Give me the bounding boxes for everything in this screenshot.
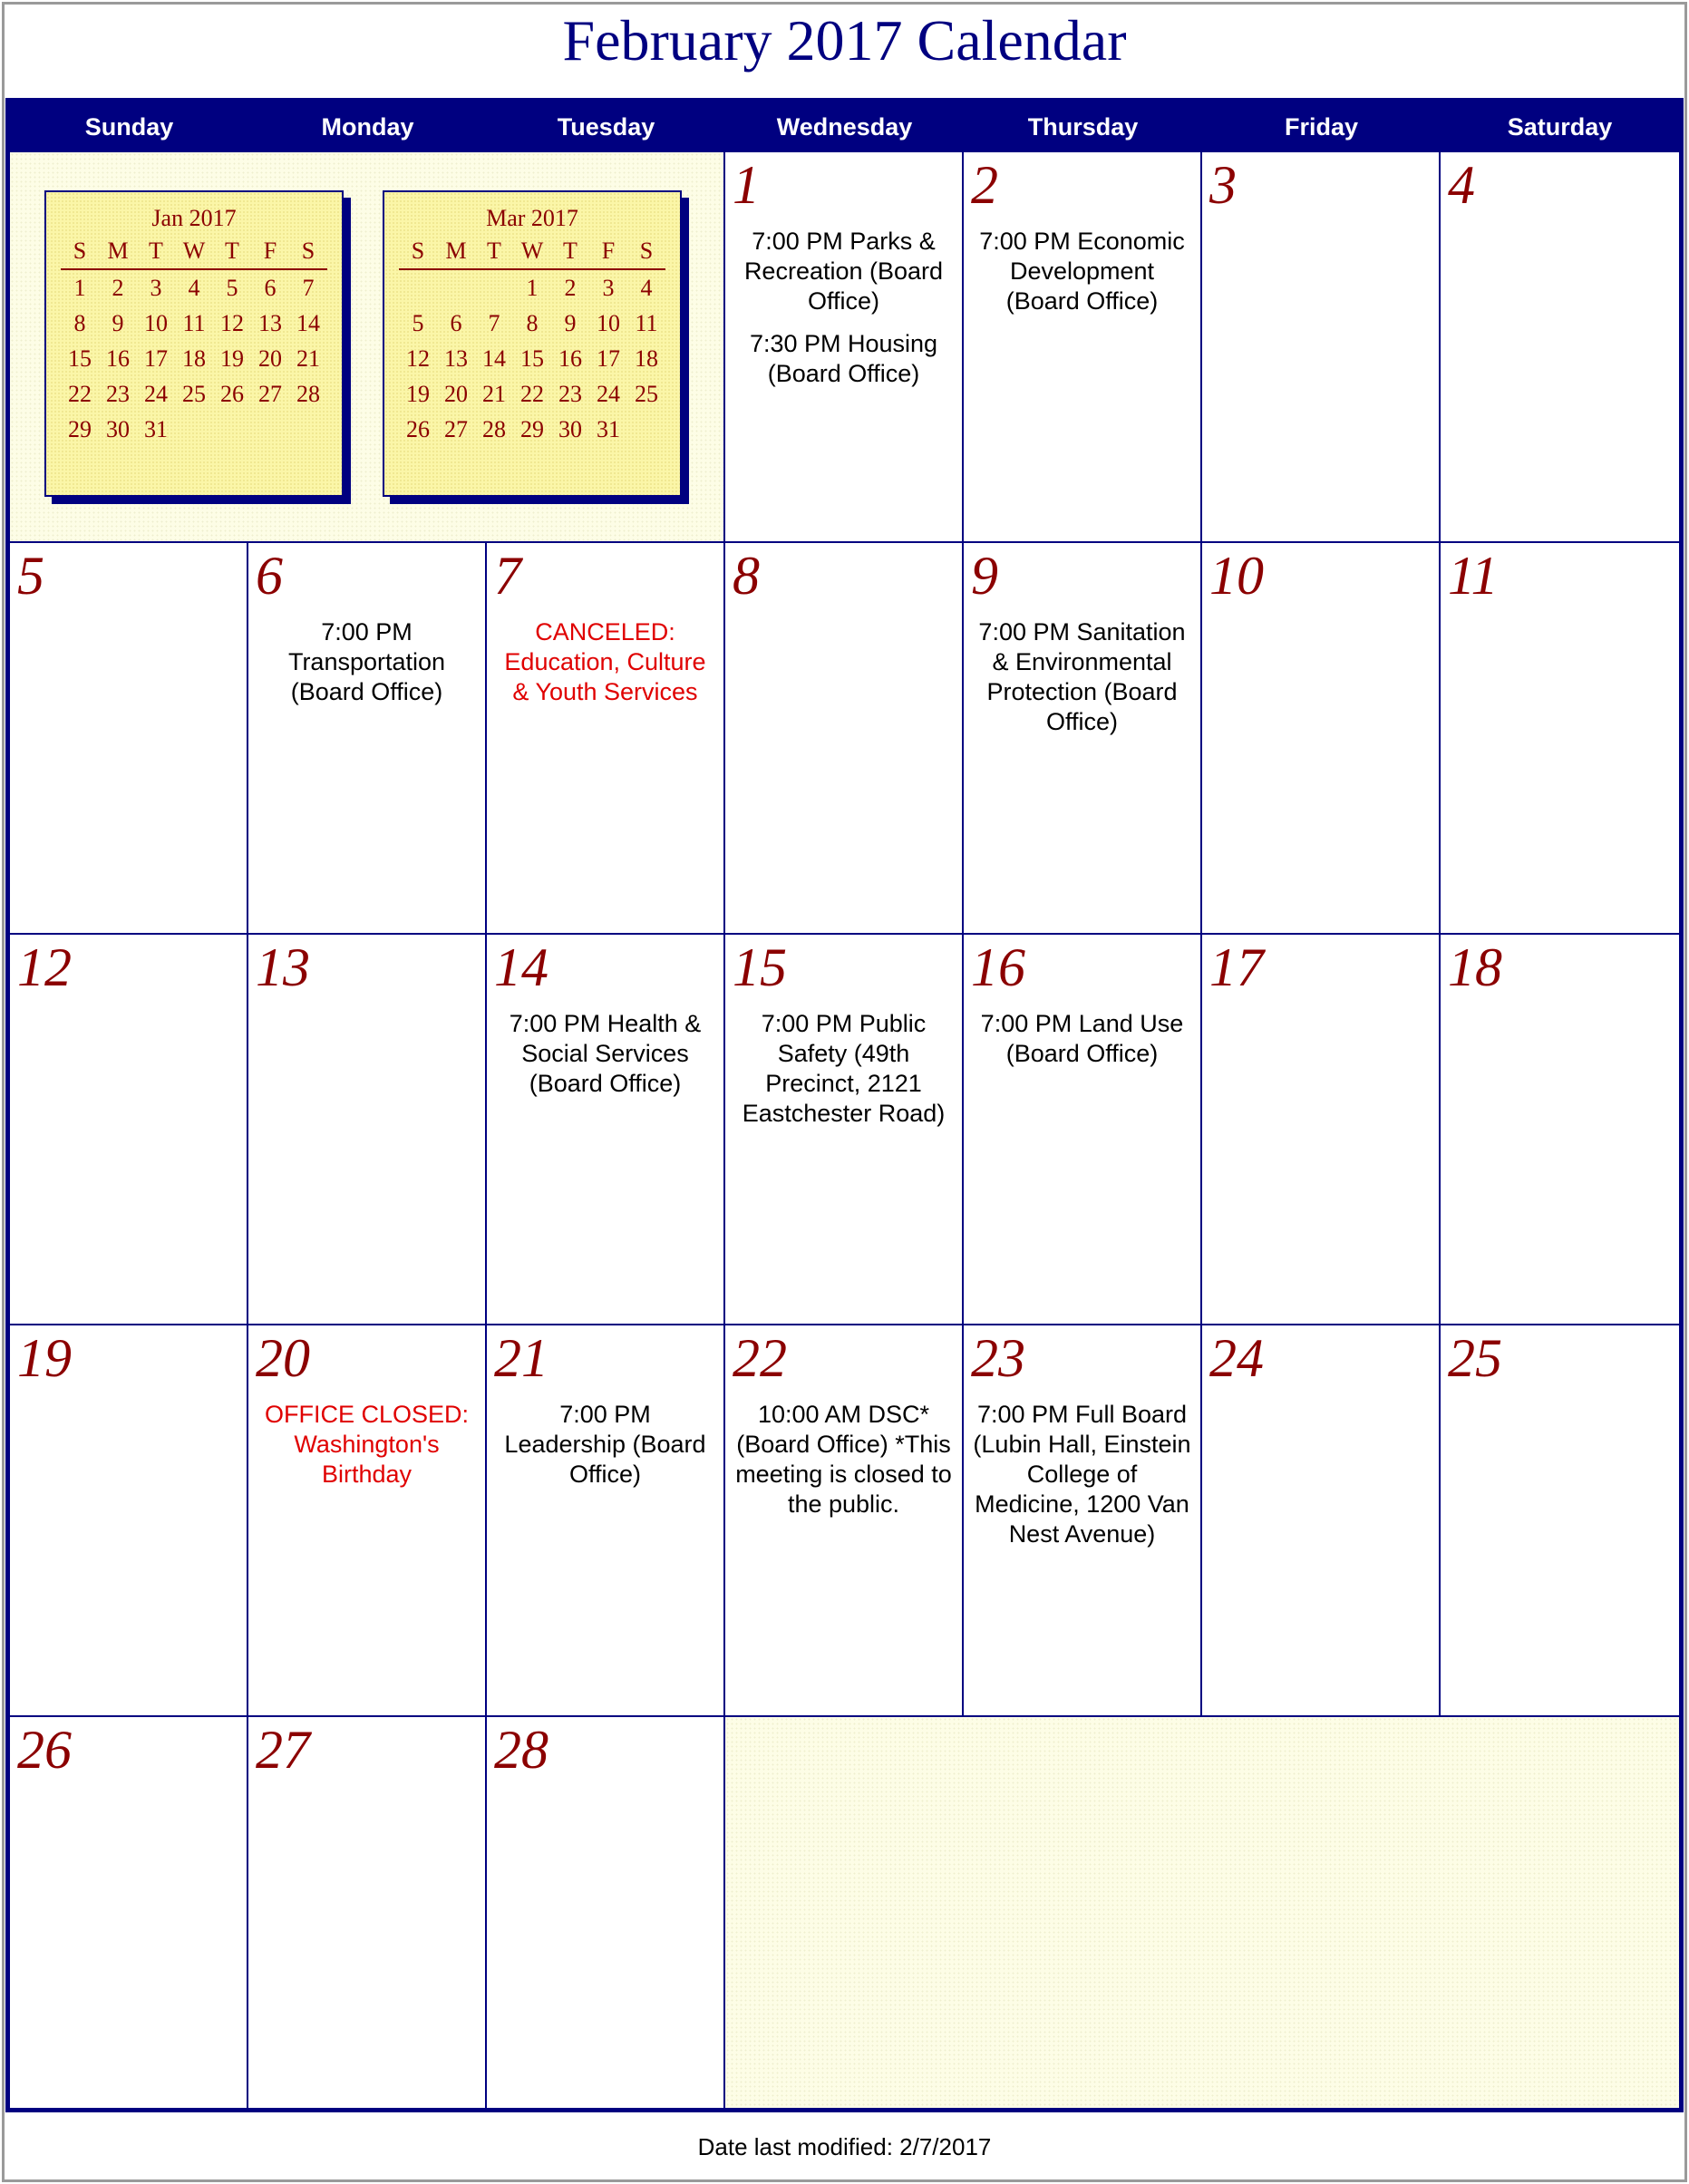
mini-day: 12: [220, 310, 244, 336]
day-events: [257, 1400, 476, 1490]
mini-day: 28: [482, 416, 506, 442]
day-cell[interactable]: [248, 543, 487, 934]
last-modified-note: Date last modified: 2/7/2017: [697, 2133, 992, 2160]
calendar-event[interactable]: 7:00 PM Leadership (Board Office): [504, 1401, 706, 1489]
mini-day: 10: [144, 310, 168, 336]
mini-day-blank: [475, 270, 513, 306]
mini-day: 27: [258, 381, 282, 407]
day-cell[interactable]: [964, 1325, 1202, 1716]
day-cell[interactable]: [1202, 1325, 1441, 1716]
day-number: 5: [17, 546, 44, 607]
office-closed-notice[interactable]: OFFICE CLOSED: Washington's Birthday: [264, 1401, 470, 1489]
mini-weekday: T: [487, 238, 501, 264]
day-events: [973, 617, 1191, 737]
mini-day: 5: [226, 275, 238, 301]
mini-day: 4: [640, 275, 653, 301]
day-number: 26: [17, 1719, 72, 1780]
day-number: 2: [971, 155, 998, 215]
mini-day: 20: [258, 345, 282, 372]
day-events: [496, 1400, 714, 1490]
mini-day: 5: [412, 310, 424, 336]
weekday-sunday: Sunday: [84, 113, 174, 141]
mini-day: 2: [112, 275, 124, 301]
page-title: February 2017 Calendar: [562, 8, 1127, 73]
mini-day: 15: [68, 345, 92, 372]
calendar-event[interactable]: 7:00 PM Sanitation & Environmental Protection (Board Office): [978, 618, 1186, 736]
mini-day-blank: [437, 270, 475, 306]
day-events: [734, 1400, 953, 1519]
mini-day: 16: [558, 345, 582, 372]
mini-weekday: T: [563, 238, 578, 264]
mini-calendar-title: Mar 2017: [486, 205, 578, 231]
day-cell[interactable]: [1441, 1325, 1679, 1716]
day-cell[interactable]: [248, 1717, 487, 2108]
calendar-event[interactable]: 7:00 PM Public Safety (49th Precinct, 2121 Eastchester Road): [742, 1009, 946, 1127]
day-cell[interactable]: [964, 543, 1202, 934]
day-number: 15: [733, 937, 787, 997]
mini-day: 18: [635, 345, 658, 372]
day-cell[interactable]: [10, 543, 248, 934]
day-number: 14: [494, 937, 548, 997]
mini-weekday: T: [149, 238, 163, 264]
mini-day: 13: [258, 310, 282, 336]
mini-day: 22: [520, 381, 544, 407]
mini-day: 26: [406, 416, 430, 442]
day-number: 10: [1209, 546, 1264, 607]
mini-calendar-days: [61, 270, 327, 447]
calendar-event[interactable]: 7:00 PM Full Board (Lubin Hall, Einstein College of Medicine, 1200 Van Nest Avenue): [973, 1401, 1191, 1548]
day-number: 6: [256, 546, 283, 607]
day-events: [496, 617, 714, 707]
day-events: [257, 617, 476, 707]
day-cell[interactable]: [725, 152, 964, 543]
mini-day: 23: [558, 381, 582, 407]
mini-day: 26: [220, 381, 244, 407]
mini-day: 4: [188, 275, 200, 301]
day-events: [973, 1400, 1191, 1549]
day-cell[interactable]: [1441, 543, 1679, 934]
day-events: [734, 227, 953, 389]
calendar-event[interactable]: 10:00 AM DSC* (Board Office) *This meeting is closed to the public.: [735, 1401, 952, 1519]
mini-day: 23: [106, 381, 130, 407]
day-cell[interactable]: [487, 1325, 725, 1716]
mini-day: 2: [564, 275, 577, 301]
calendar-event[interactable]: 7:00 PM Transportation (Board Office): [287, 618, 446, 706]
day-cell[interactable]: [964, 935, 1202, 1325]
day-cell[interactable]: [487, 1717, 725, 2108]
day-cell[interactable]: [10, 1325, 248, 1716]
mini-day: 30: [106, 416, 130, 442]
mini-day: 30: [558, 416, 582, 442]
mini-calendar-title: Jan 2017: [151, 205, 237, 231]
day-cell[interactable]: [487, 935, 725, 1325]
day-number: 13: [256, 937, 310, 997]
mini-weekday: S: [639, 238, 654, 264]
mini-day: 12: [406, 345, 430, 372]
day-events: [973, 227, 1191, 316]
mini-day: 13: [444, 345, 468, 372]
day-number: 27: [256, 1719, 310, 1780]
mini-weekday: M: [445, 238, 467, 264]
mini-day: 1: [73, 275, 86, 301]
day-number: 9: [971, 546, 998, 607]
day-number: 17: [1209, 937, 1264, 997]
day-number: 8: [733, 546, 760, 607]
mini-weekday: F: [263, 238, 277, 264]
mini-day: 31: [597, 416, 620, 442]
mini-day: 25: [182, 381, 206, 407]
day-cell[interactable]: [10, 935, 248, 1325]
mini-day: 3: [150, 275, 162, 301]
day-number: 4: [1448, 155, 1475, 215]
mini-day: 20: [444, 381, 468, 407]
mini-weekday: S: [73, 238, 87, 264]
calendar-event[interactable]: 7:00 PM Health & Social Services (Board Office): [509, 1009, 702, 1097]
mini-calendar-days: [399, 270, 665, 447]
mini-weekday: W: [520, 238, 544, 264]
mini-day: 31: [144, 416, 168, 442]
day-number: 3: [1209, 155, 1237, 215]
mini-day: 15: [520, 345, 544, 372]
mini-day: 28: [296, 381, 320, 407]
day-number: 25: [1448, 1328, 1502, 1389]
day-cell[interactable]: [248, 1325, 487, 1716]
day-events: [496, 1009, 714, 1099]
mini-day: 6: [450, 310, 462, 336]
mini-day: 7: [488, 310, 500, 336]
weekday-header: [10, 102, 1679, 152]
day-cell[interactable]: [725, 543, 964, 934]
mini-day: 18: [182, 345, 206, 372]
mini-day: 8: [526, 310, 539, 336]
mini-weekday: T: [225, 238, 239, 264]
day-cell[interactable]: [10, 1717, 248, 2108]
mini-day: 25: [635, 381, 658, 407]
mini-day: 19: [220, 345, 244, 372]
calendar-event[interactable]: 7:00 PM Economic Development (Board Office): [979, 228, 1185, 315]
mini-weekday: M: [107, 238, 129, 264]
mini-weekday: F: [601, 238, 616, 264]
day-cell[interactable]: [1202, 935, 1441, 1325]
month-grid: [10, 152, 1679, 2108]
mini-calendar-weekdays: [399, 236, 665, 270]
mini-day: 10: [597, 310, 620, 336]
mini-day: 21: [296, 345, 320, 372]
day-events: [734, 1009, 953, 1129]
mini-day: 17: [597, 345, 620, 372]
mini-weekday: S: [301, 238, 315, 264]
day-cell[interactable]: [964, 152, 1202, 543]
mini-day: 19: [406, 381, 430, 407]
calendar-event[interactable]: 7:00 PM Land Use (Board Office): [980, 1009, 1184, 1067]
day-cell[interactable]: [1441, 935, 1679, 1325]
calendar: [5, 98, 1684, 2112]
day-number: 19: [17, 1328, 72, 1389]
mini-calendar-prev: [44, 190, 344, 497]
day-cell[interactable]: [248, 935, 487, 1325]
canceled-event[interactable]: CANCELED: Education, Culture & Youth Services: [504, 618, 706, 706]
day-number: 11: [1448, 546, 1499, 607]
trailing-filler: [725, 1717, 1679, 2108]
mini-day: 1: [526, 275, 539, 301]
day-cell[interactable]: [1202, 152, 1441, 543]
day-cell[interactable]: [725, 935, 964, 1325]
mini-day: 11: [182, 310, 206, 336]
mini-calendar-weekdays: [61, 236, 327, 270]
mini-day: 8: [73, 310, 86, 336]
mini-day: 16: [106, 345, 130, 372]
day-number: 18: [1448, 937, 1502, 997]
weekday-saturday: Saturday: [1507, 113, 1613, 141]
weekday-tuesday: Tuesday: [557, 113, 655, 141]
day-number: 20: [256, 1328, 310, 1389]
day-cell[interactable]: [1202, 543, 1441, 934]
weekday-thursday: Thursday: [1027, 113, 1139, 141]
day-cell[interactable]: [1441, 152, 1679, 543]
day-number: 7: [494, 546, 521, 607]
day-number: 1: [733, 155, 760, 215]
day-number: 22: [733, 1328, 787, 1389]
mini-day: 24: [144, 381, 168, 407]
mini-weekday: S: [411, 238, 425, 264]
calendar-event[interactable]: 7:30 PM Housing (Board Office): [749, 330, 938, 387]
mini-day: 14: [296, 310, 320, 336]
mini-day-blank: [399, 270, 437, 306]
calendar-event[interactable]: 7:00 PM Parks & Recreation (Board Office): [743, 228, 944, 315]
weekday-wednesday: Wednesday: [776, 113, 913, 141]
mini-day: 7: [302, 275, 315, 301]
mini-day: 24: [597, 381, 620, 407]
day-number: 16: [971, 937, 1025, 997]
weekday-monday: Monday: [321, 113, 414, 141]
weekday-friday: Friday: [1284, 113, 1359, 141]
day-cell[interactable]: [725, 1325, 964, 1716]
day-number: 23: [971, 1328, 1025, 1389]
mini-calendar-next: [383, 190, 682, 497]
day-number: 12: [17, 937, 72, 997]
mini-day: 29: [520, 416, 544, 442]
mini-weekday: W: [182, 238, 206, 264]
mini-day: 21: [482, 381, 506, 407]
day-number: 24: [1209, 1328, 1264, 1389]
mini-day: 11: [635, 310, 658, 336]
mini-day: 17: [144, 345, 168, 372]
day-number: 28: [494, 1719, 548, 1780]
mini-day: 9: [112, 310, 124, 336]
leading-filler: [10, 152, 725, 543]
mini-day: 14: [482, 345, 506, 372]
mini-day: 3: [602, 275, 615, 301]
mini-day: 29: [68, 416, 92, 442]
mini-day: 22: [68, 381, 92, 407]
mini-day: 9: [564, 310, 577, 336]
day-events: [973, 1009, 1191, 1069]
day-number: 21: [494, 1328, 548, 1389]
mini-day: 27: [444, 416, 468, 442]
day-cell[interactable]: [487, 543, 725, 934]
mini-day: 6: [264, 275, 277, 301]
